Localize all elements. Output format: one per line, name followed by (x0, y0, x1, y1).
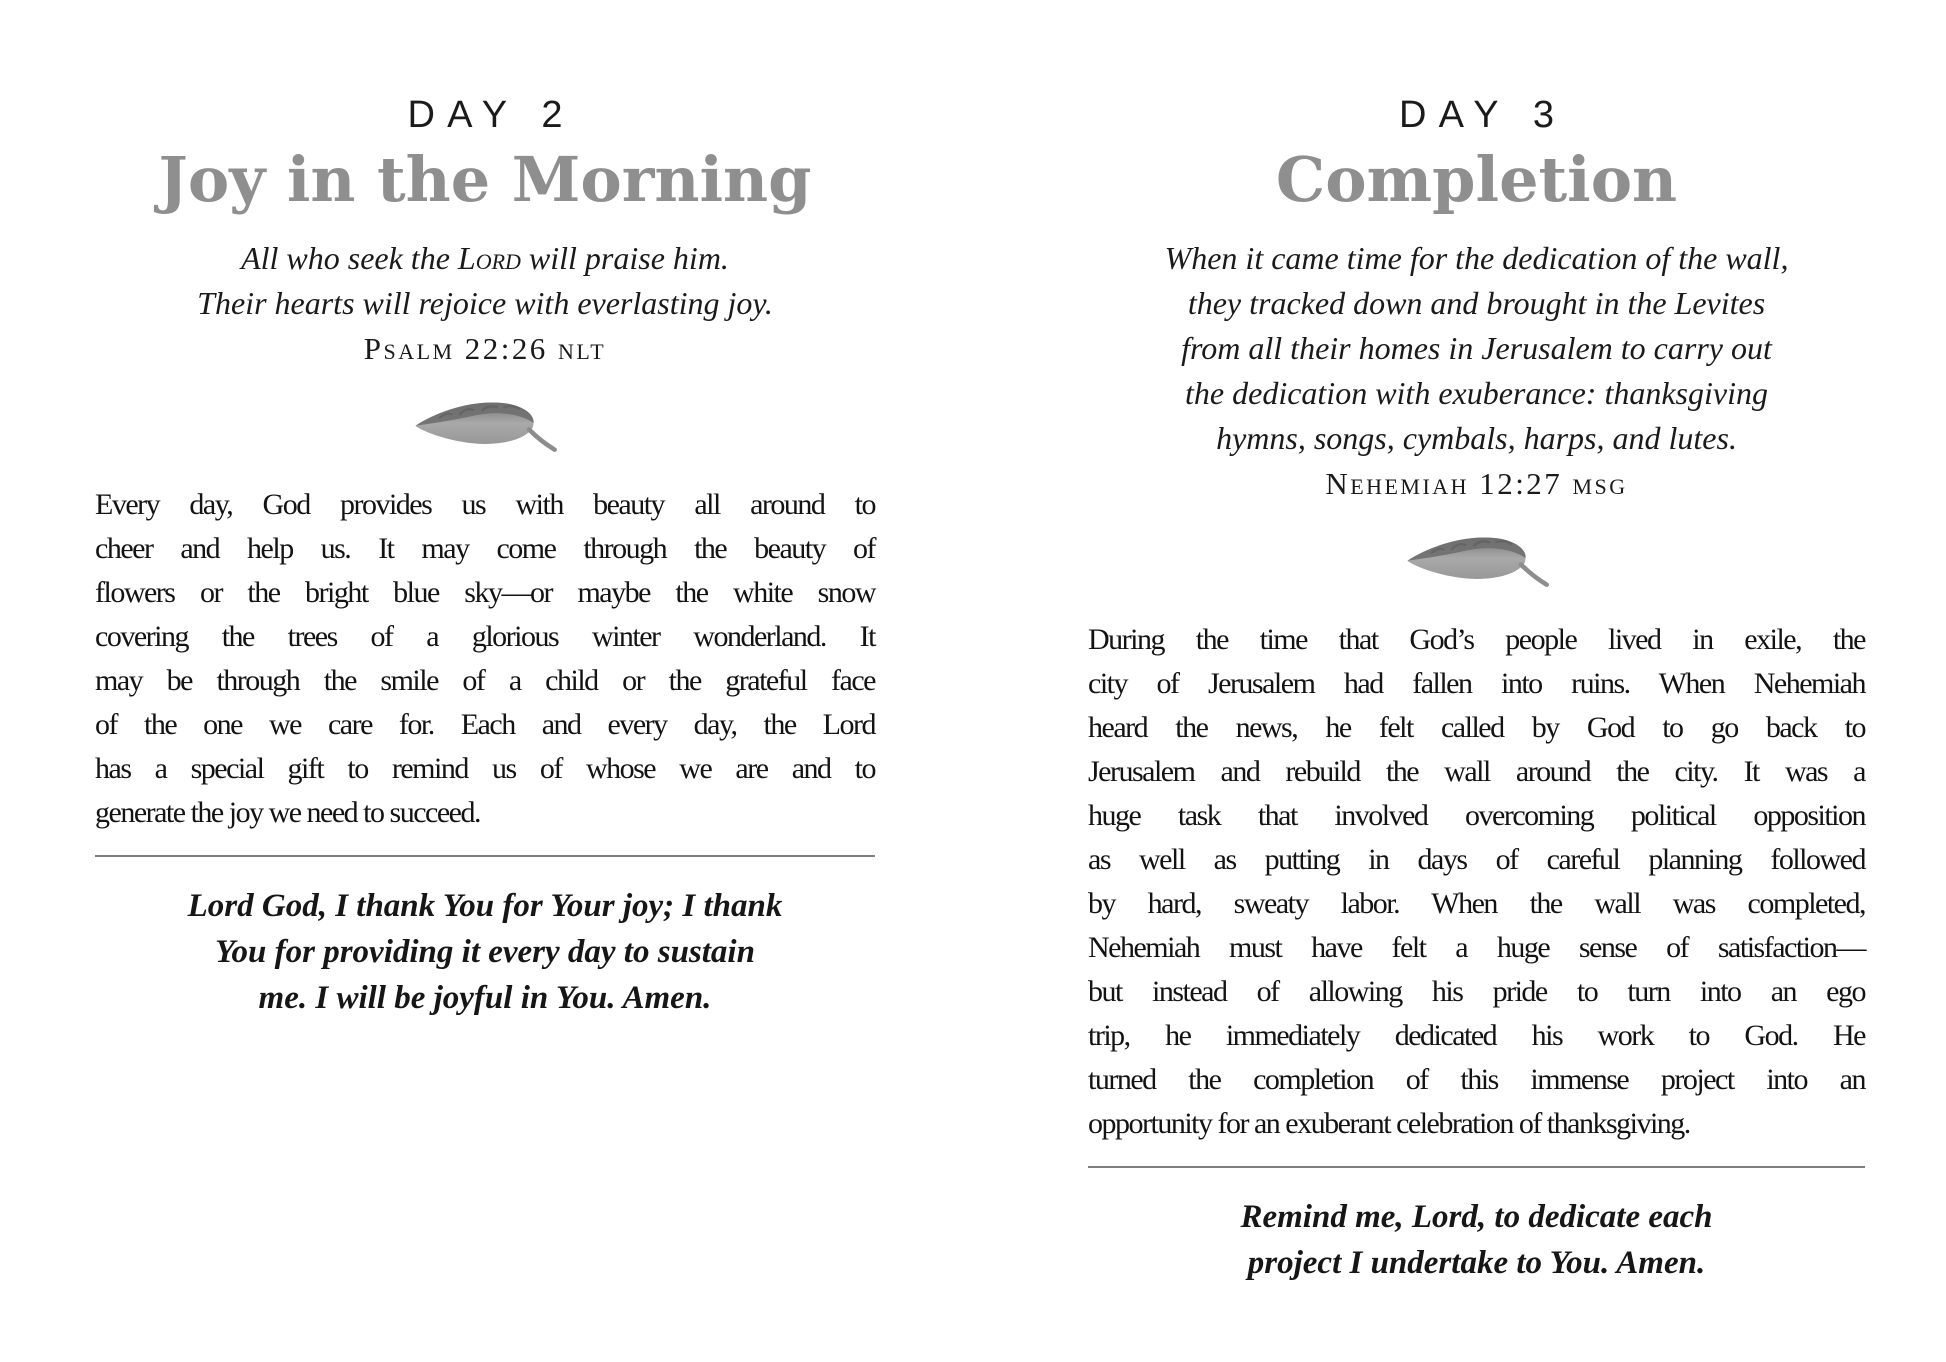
page-title: Joy in the Morning (158, 143, 812, 216)
page-day-2 (95, 0, 875, 1021)
scripture-quote (95, 236, 875, 371)
prayer-text: Remind me, Lord, to dedicate each project I undertake to You. Amen. (1240, 1199, 1713, 1281)
scripture-reference: Nehemiah 12:27 msg (1325, 466, 1628, 501)
leaf-ornament-icon (95, 391, 875, 459)
day-number-heading: DAY 3 (1399, 94, 1567, 136)
prayer-text: Lord God, I thank You for Your joy; I thank You for providing it every day to sustain me. I will be joyful in You. Amen. (187, 888, 783, 1016)
day-number-heading: DAY 2 (407, 94, 575, 136)
devotional-text: During the time that God’s people lived in exile, the city of Jerusalem had fallen into ruins. When Nehemiah heard the news, he felt called by God to go back to Jerusalem and rebuild the wall around the city. It was a huge task that involved overcoming political opposition as well as putting in days of careful planning followed by hard, sweaty labor. When the wall was completed, Nehemiah must have felt a huge sense of satisfaction— but instead of allowing his pride to turn into an ego trip, he immediately dedicated his work to God. He turned the completion of this immense project into an opportunity for an exuberant celebration of thanksgiving. (1088, 623, 1865, 1140)
leaf-ornament-icon (1088, 526, 1865, 594)
scripture-quote (1088, 236, 1865, 506)
divider-rule (95, 855, 875, 857)
page-day-3 (1088, 0, 1865, 1286)
divider-rule (1088, 1166, 1865, 1168)
devotional-text: Every day, God provides us with beauty all around to cheer and help us. It may come through the beauty of flowers or the bright blue sky—or maybe the white snow covering the trees of a glorious winter wonderland. It may be through the smile of a child or the grateful face of the one we care for. Each and every day, the Lord has a special gift to remind us of whose we are and to generate the joy we need to succeed. (95, 488, 875, 829)
scripture-reference: Psalm 22:26 nlt (363, 331, 607, 366)
page-title: Completion (1275, 143, 1678, 216)
scripture-lines: When it came time for the dedication of the wall, they tracked down and brought in the Levites from all their homes in Jerusalem to carry out the dedication with exuberance: thanksgiving hymns, songs, cymbals, harps, and lutes. (1164, 240, 1789, 456)
scripture-lines: All who seek the Lord will praise him. Their hearts will rejoice with everlasting joy. (197, 240, 773, 321)
